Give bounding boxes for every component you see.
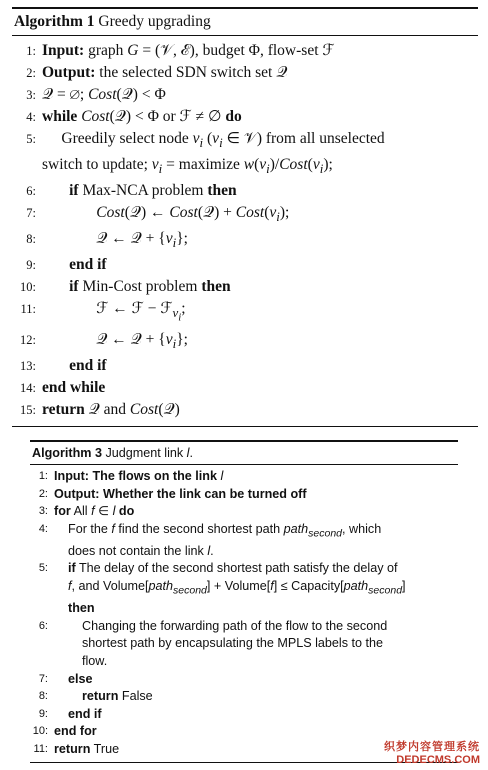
alg3-line-continuation: does not contain the link l. xyxy=(54,543,214,558)
alg1-line-text: if Max-NCA problem then xyxy=(69,182,237,200)
alg1-line-13 xyxy=(12,355,478,377)
alg3-line-continuation: shortest path by encapsulating the MPLS labels to the xyxy=(54,636,384,651)
alg1-title xyxy=(12,9,478,35)
alg1-line-1 xyxy=(12,40,478,62)
alg3-line-5 xyxy=(30,560,458,617)
alg1-body xyxy=(12,36,478,426)
alg1-bottom-rule xyxy=(12,426,478,427)
alg1-line-text: Output: the selected SDN switch set 𝒬 xyxy=(42,64,288,81)
alg3-line-text: else xyxy=(68,671,93,686)
alg3-line-text: if The delay of the second shortest path satisfy the delay of xyxy=(68,561,398,576)
alg1-line-number: 8: xyxy=(26,232,36,247)
alg3-line-number: 5: xyxy=(38,562,48,575)
alg3-line-text: Output: Whether the link can be turned off xyxy=(54,486,307,501)
alg1-line-6 xyxy=(12,180,478,202)
alg3-line-number: 6: xyxy=(38,619,48,632)
alg3-line-continuation: then xyxy=(68,601,95,616)
alg1-line-number: 11: xyxy=(20,302,36,317)
alg1-line-text: Input: graph G = (𝒱, ℰ), budget Φ, flow-set ℱ xyxy=(42,42,335,59)
alg1-line-11 xyxy=(12,298,478,329)
alg1-line-text: if Min-Cost problem then xyxy=(69,278,231,296)
alg1-line-number: 14: xyxy=(20,381,36,396)
alg3-line-number: 7: xyxy=(38,672,48,685)
alg3-body xyxy=(30,465,458,762)
alg3-line-text: Changing the forwarding path of the flow to the second xyxy=(54,618,388,633)
alg3-line-3 xyxy=(30,503,458,521)
alg1-line-4 xyxy=(12,106,478,128)
alg1-line-number: 3: xyxy=(26,88,36,102)
alg3-line-4 xyxy=(30,521,458,561)
algorithm-3-block xyxy=(30,440,458,763)
alg3-line-number: 1: xyxy=(38,470,48,482)
alg3-line-1 xyxy=(30,468,458,486)
alg3-title-text: Judgment link xyxy=(105,446,184,460)
alg3-line-number: 2: xyxy=(38,487,48,500)
alg1-line-number: 15: xyxy=(20,403,36,418)
alg1-line-text: end while xyxy=(42,379,106,397)
alg1-line-9 xyxy=(12,254,478,276)
alg1-line-12 xyxy=(12,329,478,355)
alg3-line-text: end if xyxy=(68,706,102,721)
alg1-line-text: Greedily select node $v_i$ ($v_i$ ∈ 𝒱) from all unselected xyxy=(42,130,385,151)
alg1-line-text: 𝒬 = ∅; Cost(𝒬) < Φ xyxy=(42,86,166,103)
alg1-line-number: 2: xyxy=(26,66,36,80)
alg3-line-text: return True xyxy=(54,741,120,756)
alg3-title-period: . xyxy=(189,446,193,460)
alg1-line-14 xyxy=(12,377,478,399)
alg3-line-text: Input: The flows on the link l xyxy=(54,469,224,483)
alg1-line-text: return 𝒬 and Cost(𝒬) xyxy=(42,401,180,419)
alg1-line-number: 6: xyxy=(26,184,36,199)
alg1-line-number: 7: xyxy=(26,206,36,221)
watermark-line2: DEDECMS.COM xyxy=(396,754,480,766)
alg3-title-var: l xyxy=(186,446,190,460)
watermark xyxy=(384,738,480,766)
alg3-line-text: for All f ∈ l do xyxy=(54,504,135,519)
alg1-line-number: 10: xyxy=(20,280,36,295)
alg1-line-number: 9: xyxy=(26,258,36,273)
alg1-line-text: 𝒬 ← 𝒬 + $\{v_i\}$; xyxy=(42,331,188,352)
algorithm-1-block xyxy=(12,7,478,427)
alg3-line-continuation: f, and Volume[path$_{second}$] + Volume[f] ≤ Capacity[path$_{second}$] xyxy=(68,579,406,597)
alg1-line-10 xyxy=(12,276,478,298)
alg1-line-text: while Cost(𝒬) < Φ or ℱ ≠ ∅ do xyxy=(42,108,242,125)
alg1-line-5 xyxy=(12,128,478,180)
alg3-line-text: end for xyxy=(54,724,97,739)
alg1-line-number: 1: xyxy=(26,44,36,58)
alg3-line-number: 11: xyxy=(33,742,48,755)
alg3-line-continuation: flow. xyxy=(54,653,108,668)
alg3-line-2 xyxy=(30,486,458,504)
alg1-line-3 xyxy=(12,84,478,106)
alg3-line-text: return False xyxy=(82,689,153,704)
alg1-line-text: ℱ ← ℱ − ℱ$_{v_i}$; xyxy=(42,300,186,325)
alg1-line-2 xyxy=(12,62,478,84)
alg3-line-7 xyxy=(30,671,458,689)
alg1-line-text: 𝒬 ← 𝒬 + $\{v_i\}$; xyxy=(42,230,188,251)
alg1-line-text: Cost(𝒬) ← Cost(𝒬) + $Cost(v_i)$; xyxy=(96,204,290,225)
alg3-line-number: 10: xyxy=(32,725,48,738)
watermark-line1: 织梦内容管理系统 xyxy=(384,741,480,753)
alg1-line-number: 12: xyxy=(20,333,36,348)
alg3-line-8 xyxy=(30,688,458,706)
alg3-line-number: 8: xyxy=(38,690,48,703)
alg1-line-15 xyxy=(12,399,478,421)
alg1-line-continuation: switch to update; $v_i$ = maximize $w(v_i)/Cost(v_i)$; xyxy=(42,156,333,177)
alg3-line-number: 4: xyxy=(38,522,48,535)
alg1-line-number: 13: xyxy=(20,359,36,374)
alg3-line-text: For the f find the second shortest path path$_{second}$, which xyxy=(54,521,382,540)
alg3-line-9 xyxy=(30,706,458,724)
alg3-line-number: 3: xyxy=(38,505,48,518)
alg1-line-7 xyxy=(12,202,478,228)
alg1-line-8 xyxy=(12,228,478,254)
alg3-title-label: Algorithm 3 xyxy=(32,446,102,460)
alg1-title-text: Greedy upgrading xyxy=(98,13,211,30)
alg3-title xyxy=(30,442,458,464)
alg1-line-number: 5: xyxy=(26,132,36,146)
alg1-line-text: end if xyxy=(69,256,107,274)
alg1-title-label: Algorithm 1 xyxy=(14,13,95,30)
alg1-line-text: end if xyxy=(69,357,107,375)
alg1-line-number: 4: xyxy=(26,110,36,124)
alg3-line-number: 9: xyxy=(38,707,48,720)
alg3-line-6 xyxy=(30,618,458,671)
